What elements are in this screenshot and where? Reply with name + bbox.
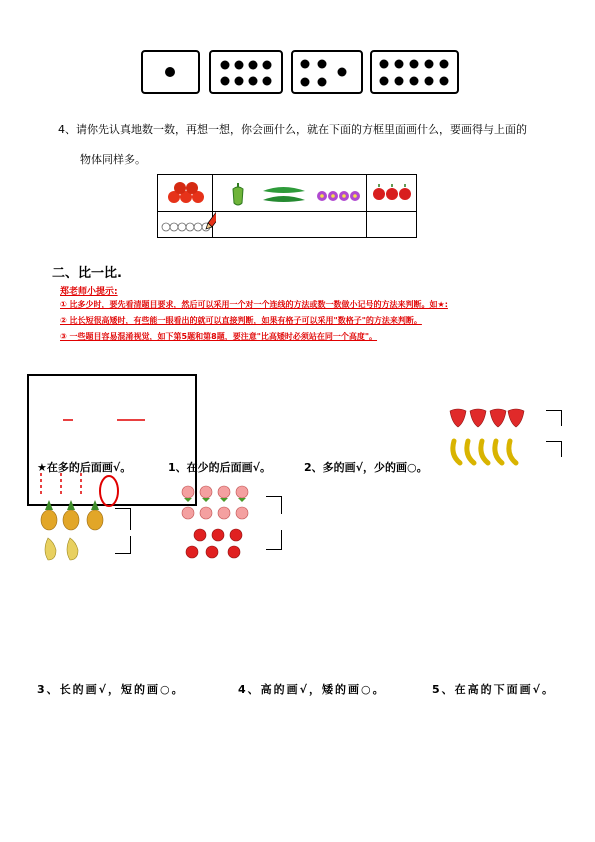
tips-title: 郑老师小提示: bbox=[60, 287, 118, 297]
fruit-count-table bbox=[157, 174, 417, 238]
question-2-instruction: 2、多的画√，少的画○。 bbox=[304, 461, 428, 474]
dots-icon bbox=[372, 52, 457, 92]
strawberry-banana-icon bbox=[446, 405, 536, 469]
dice-ten-dots bbox=[370, 50, 459, 94]
red-fruits-icon bbox=[372, 183, 414, 203]
question-4-text-continued: 物体同样多。 bbox=[80, 153, 146, 166]
question-5-instruction: 5、在高的下面画√。 bbox=[432, 683, 555, 696]
answer-bracket bbox=[115, 536, 131, 554]
dots-icon bbox=[211, 52, 281, 92]
section-2-title: 二、比一比. bbox=[52, 266, 122, 281]
star-instruction: ★在多的后面画√。 bbox=[37, 461, 132, 474]
answer-bracket bbox=[115, 508, 131, 530]
dots-icon bbox=[293, 52, 361, 92]
peach-apple-icon bbox=[180, 483, 270, 561]
tip-1: ① 比多少时，要先看清题目要求，然后可以采用一个对一个连线的方法或数一数做小记号的方法来判断。如★: bbox=[60, 300, 448, 309]
question-1-instruction: 1、在少的后面画√。 bbox=[168, 461, 271, 474]
dot-icon bbox=[143, 52, 198, 92]
tip-3: ③ 一些题目容易混淆视觉，如下第5题和第8题，要注意"比高矮时必须站在同一个高度"。 bbox=[60, 332, 378, 341]
question-4-text: 4、请你先认真地数一数，再想一想，你会画什么，就在下面的方框里面画什么，要画得与上面的 bbox=[58, 123, 527, 136]
flowers-icon bbox=[316, 187, 366, 205]
tomato-group-icon bbox=[164, 179, 208, 207]
answer-bracket bbox=[266, 530, 282, 550]
question-4-instruction: 4、高的画√，矮的画○。 bbox=[238, 683, 386, 696]
answer-bracket bbox=[546, 410, 562, 426]
answer-bracket bbox=[546, 441, 562, 457]
tip-2: ② 比长短很高矮时，有些能一眼看出的就可以直接判断，如果有格子可以采用"数格子"的方法来判断。 bbox=[60, 316, 422, 325]
pepper-icon bbox=[230, 181, 246, 207]
pineapple-pear-icon bbox=[38, 498, 108, 562]
dice-one-dot bbox=[141, 50, 200, 94]
bean-pods-icon bbox=[261, 183, 307, 207]
dice-eight-dots bbox=[209, 50, 283, 94]
question-3-instruction: 3、长的画√，短的画○。 bbox=[37, 683, 185, 696]
circles-and-pencil-icon bbox=[160, 205, 216, 237]
dice-six-dots bbox=[291, 50, 363, 94]
answer-bracket bbox=[266, 496, 282, 514]
